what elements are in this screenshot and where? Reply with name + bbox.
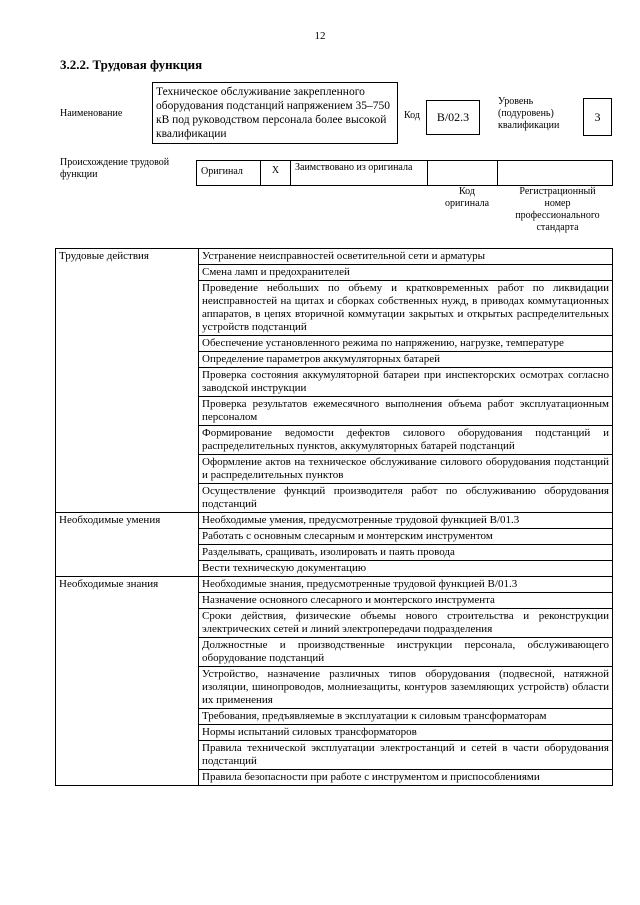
- action-item: Обеспечение установленного режима по напряжению, нагрузке, температуре: [199, 336, 613, 352]
- knowledge-item: Назначение основного слесарного и монтерского инструмента: [199, 593, 613, 609]
- function-table: [55, 248, 613, 786]
- code-caption: [432, 186, 502, 210]
- code-caption-line: оригинала: [444, 198, 490, 209]
- knowledge-item: Требования, предъявляемые в эксплуатации к силовым трансформаторам: [199, 709, 613, 725]
- knowledge-item: Необходимые знания, предусмотренные трудовой функцией В/01.3: [199, 577, 613, 593]
- registration-number-cell: [498, 161, 612, 185]
- skill-item: Необходимые умения, предусмотренные трудовой функцией В/01.3: [199, 513, 613, 529]
- level-label-line: (подуровень): [498, 108, 554, 119]
- origin-label: Происхождение трудовой функции: [60, 157, 170, 180]
- action-item: Оформление актов на техническое обслуживание силового оборудования подстанций и распределительных пунктов: [199, 455, 613, 484]
- registration-caption-line: Регистрационный: [519, 186, 596, 197]
- page-number: 12: [314, 30, 326, 42]
- knowledge-item: Устройство, назначение различных типов оборудования (подвесной, натяжной изоляции, шинопроводов, молниезащиты, контуров заземляющих устройств) области их применения: [199, 667, 613, 709]
- level-value: 3: [583, 98, 612, 136]
- level-label-line: Уровень: [498, 96, 534, 107]
- skill-item: Разделывать, сращивать, изолировать и паять провода: [199, 545, 613, 561]
- knowledge-item: Нормы испытаний силовых трансформаторов: [199, 725, 613, 741]
- knowledge-item: Сроки действия, физические объемы нового строительства и реконструкции электрических сетей и линий электропередачи подразделения: [199, 609, 613, 638]
- action-item: Проверка состояния аккумуляторной батареи при инспекторских осмотрах согласно заводской инструкции: [199, 368, 613, 397]
- action-item: Осуществление функций производителя работ по обслуживанию оборудования подстанций: [199, 484, 613, 513]
- registration-caption-line: номер: [544, 198, 571, 209]
- action-item: Проверка результатов ежемесячного выполнения объема работ эксплуатационным персоналом: [199, 397, 613, 426]
- original-mark: X: [261, 161, 291, 185]
- borrowed-label: Заимствовано из оригинала: [291, 161, 428, 185]
- skill-item: Вести техническую документацию: [199, 561, 613, 577]
- action-item: Определение параметров аккумуляторных батарей: [199, 352, 613, 368]
- code-caption-line: Код: [459, 186, 475, 197]
- category-knowledge: Необходимые знания: [56, 577, 199, 786]
- level-label: [498, 96, 559, 132]
- action-item: Проведение небольших по объему и кратковременных работ по ликвидации неисправностей на щитах и сборках собственных нужд, в приводах коммутационных аппаратов, в цепях вторичной коммутации закрытых и открытых распределительных устройств подстанций: [199, 281, 613, 336]
- action-item: Формирование ведомости дефектов силового оборудования подстанций и распределительных пунктов, аккумуляторных батарей подстанций: [199, 426, 613, 455]
- action-item: Смена ламп и предохранителей: [199, 265, 613, 281]
- name-value: Техническое обслуживание закрепленного оборудования подстанций напряжением 35–750 кВ под руководством персонала более высокой квалификации: [152, 82, 398, 144]
- table-row: [56, 513, 613, 529]
- category-skills: Необходимые умения: [56, 513, 199, 577]
- action-item: Устранение неисправностей осветительной сети и арматуры: [199, 249, 613, 265]
- category-actions: Трудовые действия: [56, 249, 199, 513]
- section-title: 3.2.2. Трудовая функция: [60, 57, 203, 72]
- name-label: Наименование: [60, 108, 123, 119]
- table-row: [56, 577, 613, 593]
- original-code-cell: [428, 161, 498, 185]
- registration-caption: [502, 186, 613, 234]
- code-value: В/02.3: [426, 100, 480, 135]
- knowledge-item: Правила безопасности при работе с инструментом и приспособлениями: [199, 770, 613, 786]
- level-label-line: квалификации: [498, 120, 560, 131]
- origin-row: [196, 160, 613, 186]
- original-label: Оригинал: [197, 161, 261, 185]
- code-label: Код: [404, 110, 420, 121]
- knowledge-item: Правила технической эксплуатации электростанций и сетей в части оборудования подстанций: [199, 741, 613, 770]
- table-row: [56, 249, 613, 265]
- registration-caption-line: профессионального: [515, 210, 600, 221]
- registration-caption-line: стандарта: [536, 222, 579, 233]
- skill-item: Работать с основным слесарным и монтерским инструментом: [199, 529, 613, 545]
- knowledge-item: Должностные и производственные инструкции персонала, обслуживающего оборудование подстанций: [199, 638, 613, 667]
